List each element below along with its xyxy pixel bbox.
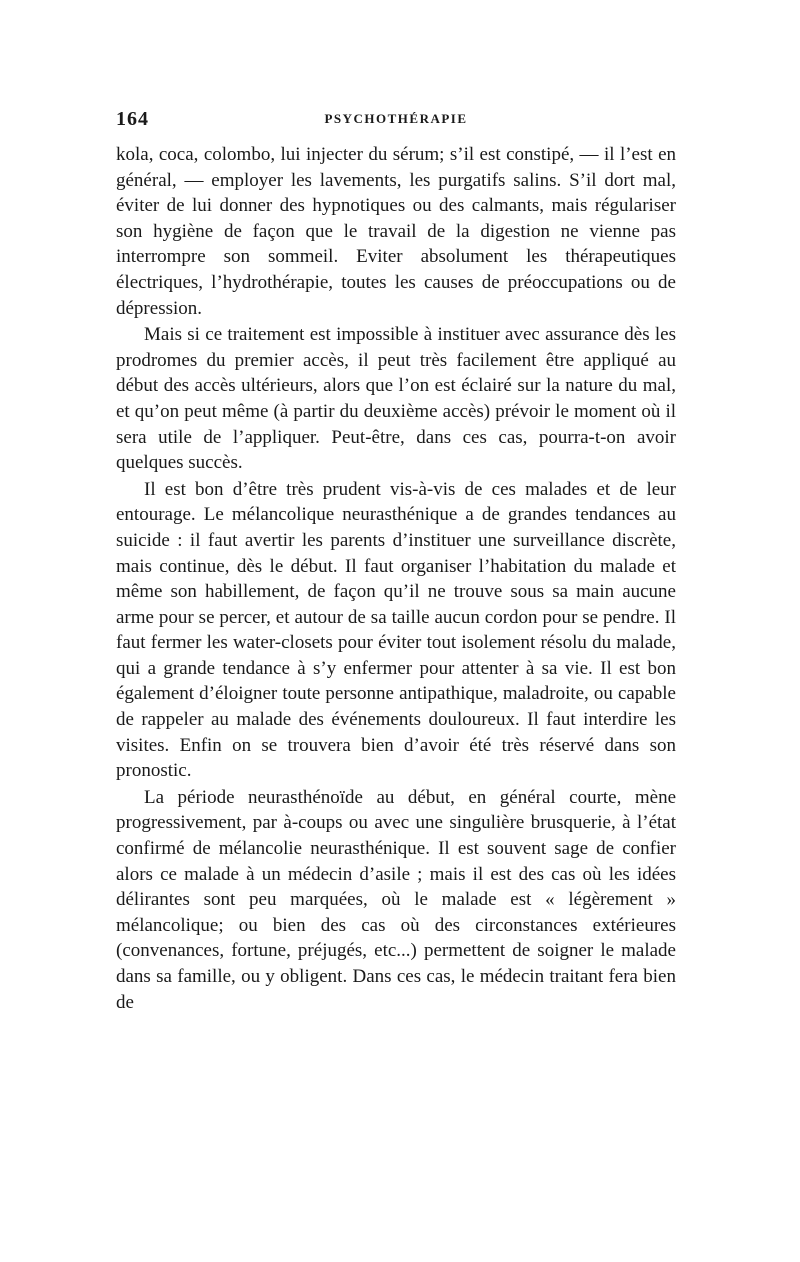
book-page bbox=[116, 108, 676, 1016]
paragraph-continuation: kola, coca, colombo, lui injecter du sérum; s’il est constipé, — il l’est en général, — employer les lavements, les purgatifs salins. S’il dort mal, éviter de lui donner des hypnotiques ou des calmants, mais régulariser son hygiène de façon que le travail de la digestion ne vienne pas interrompre son sommeil. Eviter absolument les thérapeutiques électriques, l’hydrothérapie, toutes les causes de préoccupations ou de dépression. bbox=[116, 144, 676, 319]
paragraph: La période neurasthénoïde au début, en général courte, mène progressivement, par à-coups ou avec une singulière brusquerie, à l’état confirmé de mélancolie neurasthénique. Il est souvent sage de confier alors ce malade à un médecin d’asile ; mais il est des cas où les idées délirantes sont peu marquées, où le malade est « légèrement » mélancolique; ou bien des cas où des circonstances extérieures (convenances, fortune, préjugés, etc...) permettent de soigner le malade dans sa famille, ou y obligent. Dans ces cas, le médecin traitant fera bien de bbox=[116, 786, 676, 1013]
paragraph: Il est bon d’être très prudent vis-à-vis de ces malades et de leur entourage. Le mélancolique neurasthénique a de grandes tendances au suicide : il faut avertir les parents d’instituer une surveillance discrète, mais continue, dès le début. Il faut organiser l’habitation du malade et même son habillement, de façon qu’il ne trouve sous sa main aucune arme pour se percer, et autour de sa taille aucun cordon pour se pendre. Il faut fermer les water-closets pour éviter tout isolement résolu du malade, qui a grande tendance à s’y enfermer pour attenter à sa vie. Il est bon également d’éloigner toute personne antipathique, maladroite, ou capable de rappeler au malade des événements douloureux. Il faut interdire les visites. Enfin on se trouvera bien d’avoir été très réservé dans son pronostic. bbox=[116, 478, 676, 782]
body-text bbox=[116, 142, 676, 1015]
running-title: PSYCHOTHÉRAPIE bbox=[324, 111, 468, 126]
paragraph: Mais si ce traitement est impossible à instituer avec assurance dès les prodromes du premier accès, il peut très facilement être appliqué au début des accès ultérieurs, alors que l’on est éclairé sur la nature du mal, et qu’on peut même (à partir du deuxième accès) prévoir le moment où il sera utile de l’appliquer. Peut-être, dans ces cas, pourra-t-on avoir quelques succès. bbox=[116, 324, 676, 474]
page-number: 164 bbox=[116, 108, 149, 130]
running-head bbox=[116, 108, 676, 138]
